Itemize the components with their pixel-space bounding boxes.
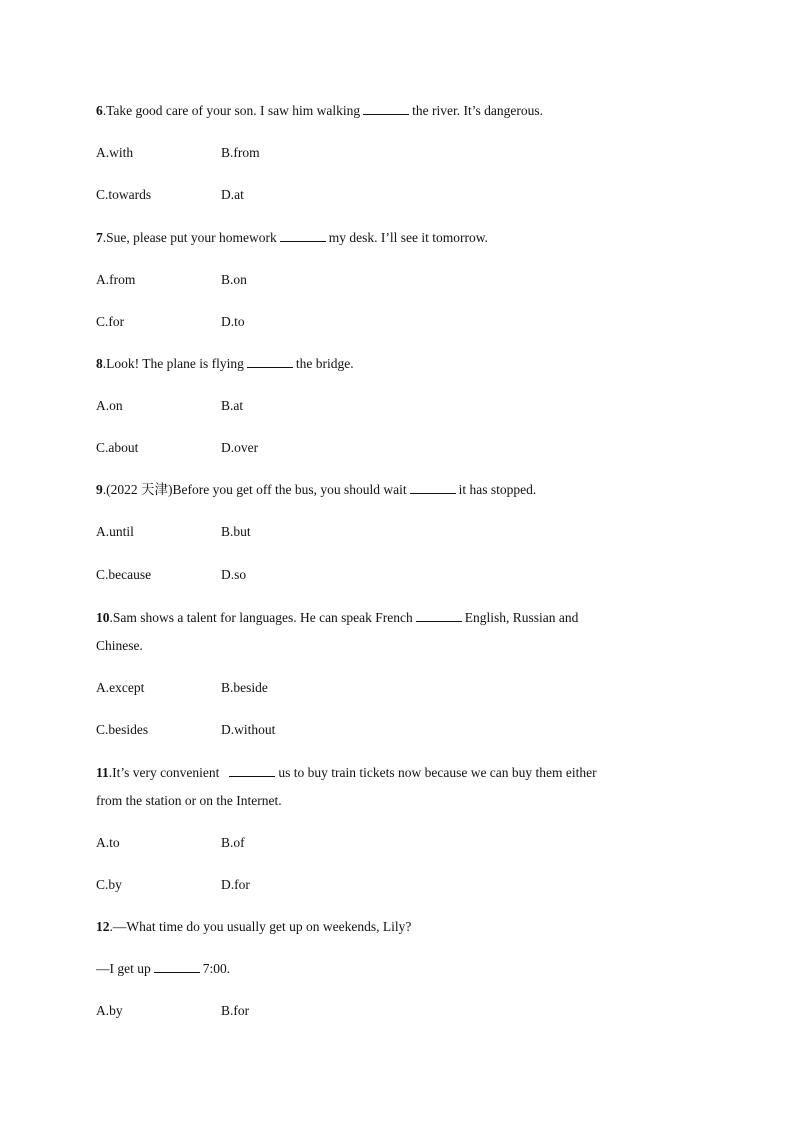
question-9-stem xyxy=(96,481,536,499)
question-number: 12 xyxy=(96,919,110,934)
option-d[interactable]: D.over xyxy=(221,440,259,455)
stem-text: the bridge. xyxy=(295,356,354,371)
option-a[interactable]: A.until xyxy=(96,524,134,539)
question-11-stem-continued: from the station or on the Internet. xyxy=(96,793,282,808)
option-b[interactable]: B.from xyxy=(221,145,260,160)
option-c[interactable]: C.because xyxy=(96,567,152,582)
stem-text: .It’s very convenient xyxy=(108,765,220,780)
answer-blank[interactable] xyxy=(363,102,409,115)
option-c[interactable]: C.by xyxy=(96,877,122,892)
question-7-stem xyxy=(96,229,488,247)
option-d[interactable]: D.at xyxy=(221,187,244,202)
question-number: 8 xyxy=(96,356,103,371)
question-number: 9 xyxy=(96,482,103,497)
stem-text: .Sue, please put your homework xyxy=(102,230,277,245)
option-d[interactable]: D.without xyxy=(221,722,276,737)
reply-text: —I get up xyxy=(96,961,151,976)
option-c[interactable]: C.for xyxy=(96,314,125,329)
option-a[interactable]: A.on xyxy=(96,398,123,413)
stem-text: .(2022 天津)Before you get off the bus, you should wait xyxy=(102,482,407,497)
answer-blank[interactable] xyxy=(416,609,462,622)
answer-blank[interactable] xyxy=(410,481,456,494)
option-d[interactable]: D.for xyxy=(221,877,250,892)
stem-text: us to buy train tickets now because we can buy them either xyxy=(278,765,597,780)
question-number: 11 xyxy=(96,765,109,780)
option-d[interactable]: D.to xyxy=(221,314,245,329)
option-b[interactable]: B.of xyxy=(221,835,245,850)
option-c[interactable]: C.about xyxy=(96,440,139,455)
stem-text: .Look! The plane is flying xyxy=(102,356,244,371)
stem-text: it has stopped. xyxy=(458,482,537,497)
question-12-stem xyxy=(96,918,411,936)
option-a[interactable]: A.from xyxy=(96,272,136,287)
question-11-stem xyxy=(96,764,597,782)
question-10-stem-continued: Chinese. xyxy=(96,638,143,653)
option-b[interactable]: B.on xyxy=(221,272,247,287)
option-a[interactable]: A.to xyxy=(96,835,120,850)
option-c[interactable]: C.besides xyxy=(96,722,149,737)
option-b[interactable]: B.beside xyxy=(221,680,268,695)
stem-text: .Sam shows a talent for languages. He can speak French xyxy=(109,610,413,625)
option-c[interactable]: C.towards xyxy=(96,187,152,202)
stem-text: the river. It’s dangerous. xyxy=(412,103,543,118)
stem-text: .Take good care of your son. I saw him walking xyxy=(102,103,361,118)
answer-blank[interactable] xyxy=(280,229,326,242)
option-b[interactable]: B.at xyxy=(221,398,244,413)
answer-blank[interactable] xyxy=(247,355,293,368)
stem-text: my desk. I’ll see it tomorrow. xyxy=(328,230,488,245)
option-b[interactable]: B.but xyxy=(221,524,251,539)
question-number: 7 xyxy=(96,230,103,245)
question-6-stem xyxy=(96,102,543,120)
option-d[interactable]: D.so xyxy=(221,567,247,582)
option-a[interactable]: A.except xyxy=(96,680,145,695)
question-12-reply xyxy=(96,960,230,978)
answer-blank[interactable] xyxy=(229,764,275,777)
question-10-stem xyxy=(96,609,578,627)
question-8-stem xyxy=(96,355,354,373)
answer-blank[interactable] xyxy=(154,960,200,973)
option-a[interactable]: A.with xyxy=(96,145,134,160)
option-b[interactable]: B.for xyxy=(221,1003,250,1018)
option-a[interactable]: A.by xyxy=(96,1003,123,1018)
reply-text: 7:00. xyxy=(202,961,231,976)
stem-text: English, Russian and xyxy=(464,610,579,625)
question-number: 6 xyxy=(96,103,103,118)
question-number: 10 xyxy=(96,610,110,625)
stem-text: .—What time do you usually get up on weekends, Lily? xyxy=(109,919,412,934)
